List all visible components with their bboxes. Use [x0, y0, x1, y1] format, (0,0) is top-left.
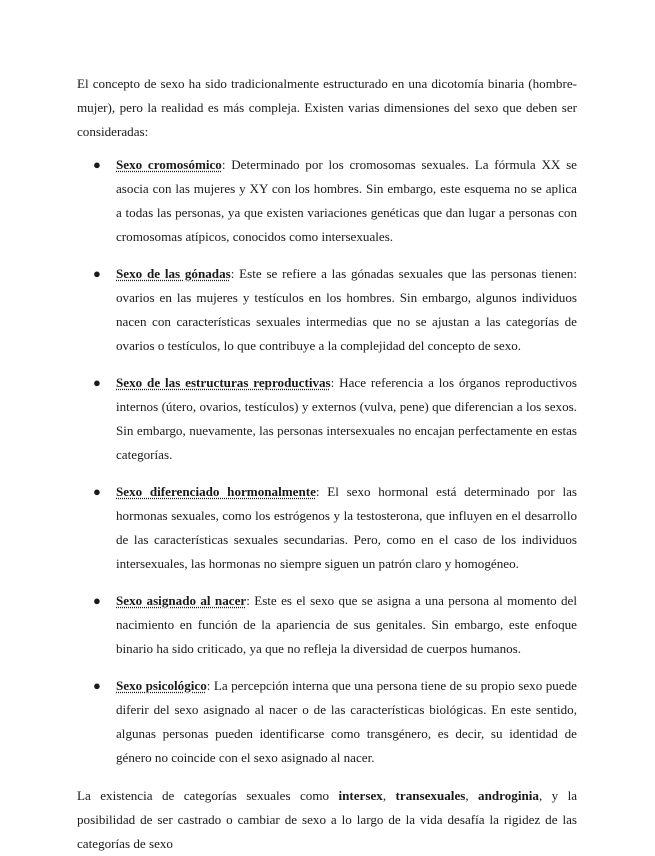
document-body: [77, 72, 577, 856]
term-sexo-cromosomico: Sexo cromosómico: [116, 157, 222, 172]
bullet-icon: ●: [93, 266, 101, 281]
definition-sexo-cromosomico: : Determinado por los cromosomas sexuales. La fórmula XX se asocia con las mujeres y XY con los hombres. Sin embargo, este esquema no se aplica a todas las personas, ya que existen variaciones genéticas que dan lugar a personas con cromosomas atípicos, conocidos como intersexuales.: [116, 157, 577, 244]
term-sexo-hormonal: Sexo diferenciado hormonalmente: [116, 484, 316, 499]
bullet-icon: ●: [93, 593, 101, 608]
keyword-intersex: intersex: [338, 788, 383, 803]
definition-sexo-gonadas: : Este se refiere a las gónadas sexuales que las personas tienen: ovarios en las mujeres y testículos en los hombres. Sin embargo, algunos individuos nacen con características sexuales intermedias que no se ajustan a las categorías de ovarios o testículos, lo que contribuye a la complejidad del concepto de sexo.: [116, 266, 577, 353]
list-item-sexo-hormonal: [77, 480, 577, 576]
closing-text-start: La existencia de categorías sexuales como: [77, 788, 339, 803]
keyword-transexuales: transexuales: [395, 788, 466, 803]
sex-dimensions-list: [77, 153, 577, 770]
list-item-sexo-estructuras-reproductivas: [77, 371, 577, 467]
list-item-sexo-gonadas: [77, 262, 577, 358]
bullet-icon: ●: [93, 375, 101, 390]
closing-separator: ,: [465, 788, 479, 803]
list-item-sexo-psicologico: [77, 674, 577, 770]
definition-sexo-hormonal: : El sexo hormonal está determinado por las hormonas sexuales, como los estrógenos y la testosterona, que influyen en el desarrollo de las características sexuales secundarias. Pero, como en el caso de los individuos intersexuales, las hormonas no siempre siguen un patrón claro y homogéneo.: [116, 484, 578, 571]
bullet-icon: ●: [93, 484, 101, 499]
definition-sexo-asignado: : Este es el sexo que se asigna a una persona al momento del nacimiento en función de la apariencia de sus genitales. Sin embargo, este enfoque binario ha sido criticado, ya que no refleja la diversidad de cuerpos humanos.: [116, 593, 577, 656]
list-item-sexo-asignado: [77, 589, 577, 661]
definition-sexo-psicologico: : La percepción interna que una persona tiene de su propio sexo puede diferir del sexo asignado al nacer o de las características biológicas. En este sentido, algunas personas pueden identificarse como transgénero, es decir, su identidad de género no coincide con el sexo asignado al nacer.: [116, 678, 577, 765]
keyword-androginia: androginia: [478, 788, 539, 803]
closing-text-end: , y la posibilidad de ser castrado o cambiar de sexo a lo largo de la vida desafía la rigidez de las categorías de sexo: [77, 788, 578, 851]
intro-paragraph: El concepto de sexo ha sido tradicionalmente estructurado en una dicotomía binaria (hombre-mujer), pero la realidad es más compleja. Existen varias dimensiones del sexo que deben ser consideradas:: [77, 76, 577, 139]
bullet-icon: ●: [93, 157, 101, 172]
list-item-sexo-cromosomico: [77, 153, 577, 249]
definition-sexo-estructuras-reproductivas: : Hace referencia a los órganos reproductivos internos (útero, ovarios, testículos) y externos (vulva, pene) que diferencian a los sexos. Sin embargo, nuevamente, las personas intersexuales no encajan perfectamente en estas categorías.: [116, 375, 577, 462]
term-sexo-psicologico: Sexo psicológico: [116, 678, 207, 693]
closing-separator: ,: [382, 788, 396, 803]
term-sexo-estructuras-reproductivas: Sexo de las estructuras reproductivas: [116, 375, 331, 390]
closing-paragraph: [77, 784, 577, 856]
term-sexo-gonadas: Sexo de las gónadas: [116, 266, 231, 281]
term-sexo-asignado: Sexo asignado al nacer: [116, 593, 247, 608]
bullet-icon: ●: [93, 678, 101, 693]
